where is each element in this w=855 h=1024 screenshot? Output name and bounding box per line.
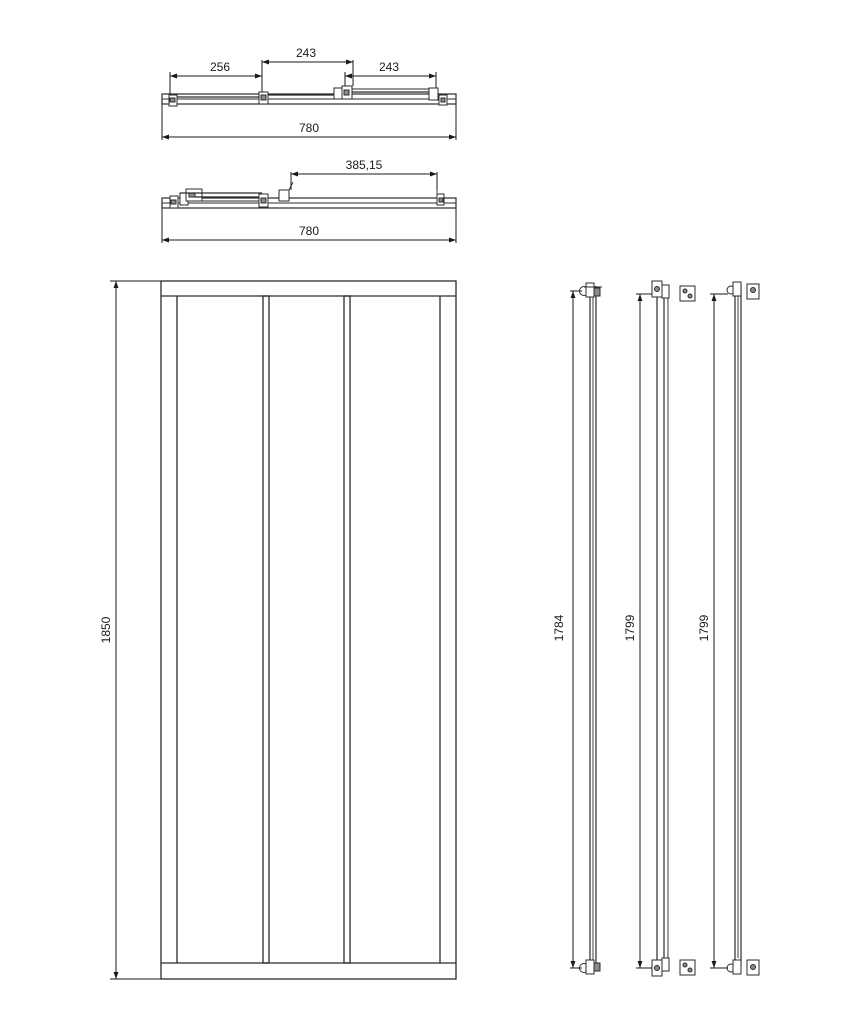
plan2-roller-2 [279,190,289,201]
door-panel-profile-2 [344,296,350,963]
plan-roller-4 [429,88,438,100]
side-profile-3 [697,282,759,975]
dim-label-780-b: 780 [298,224,320,238]
side-profile-2 [623,281,695,976]
top-plan-view-1 [162,46,456,140]
dim-label-243-a: 243 [295,46,317,60]
side-profile-1 [552,283,602,974]
door-panel-profile-1 [263,296,269,963]
front-view [99,281,456,979]
dim-label-1799-a: 1799 [623,614,637,642]
dim-label-1850: 1850 [99,616,113,644]
top-plan-view-2 [162,158,456,243]
dim-label-385: 385,15 [345,158,383,172]
dim-label-1799-b: 1799 [697,614,711,642]
dim-label-1784: 1784 [552,614,566,642]
profile2-bottom-clip [680,960,695,975]
dim-label-780-a: 780 [298,121,320,135]
door-outer-frame [161,281,456,979]
dim-label-256: 256 [209,60,231,74]
profile2-top-clip [680,286,695,301]
dim-label-243-b: 243 [378,60,400,74]
